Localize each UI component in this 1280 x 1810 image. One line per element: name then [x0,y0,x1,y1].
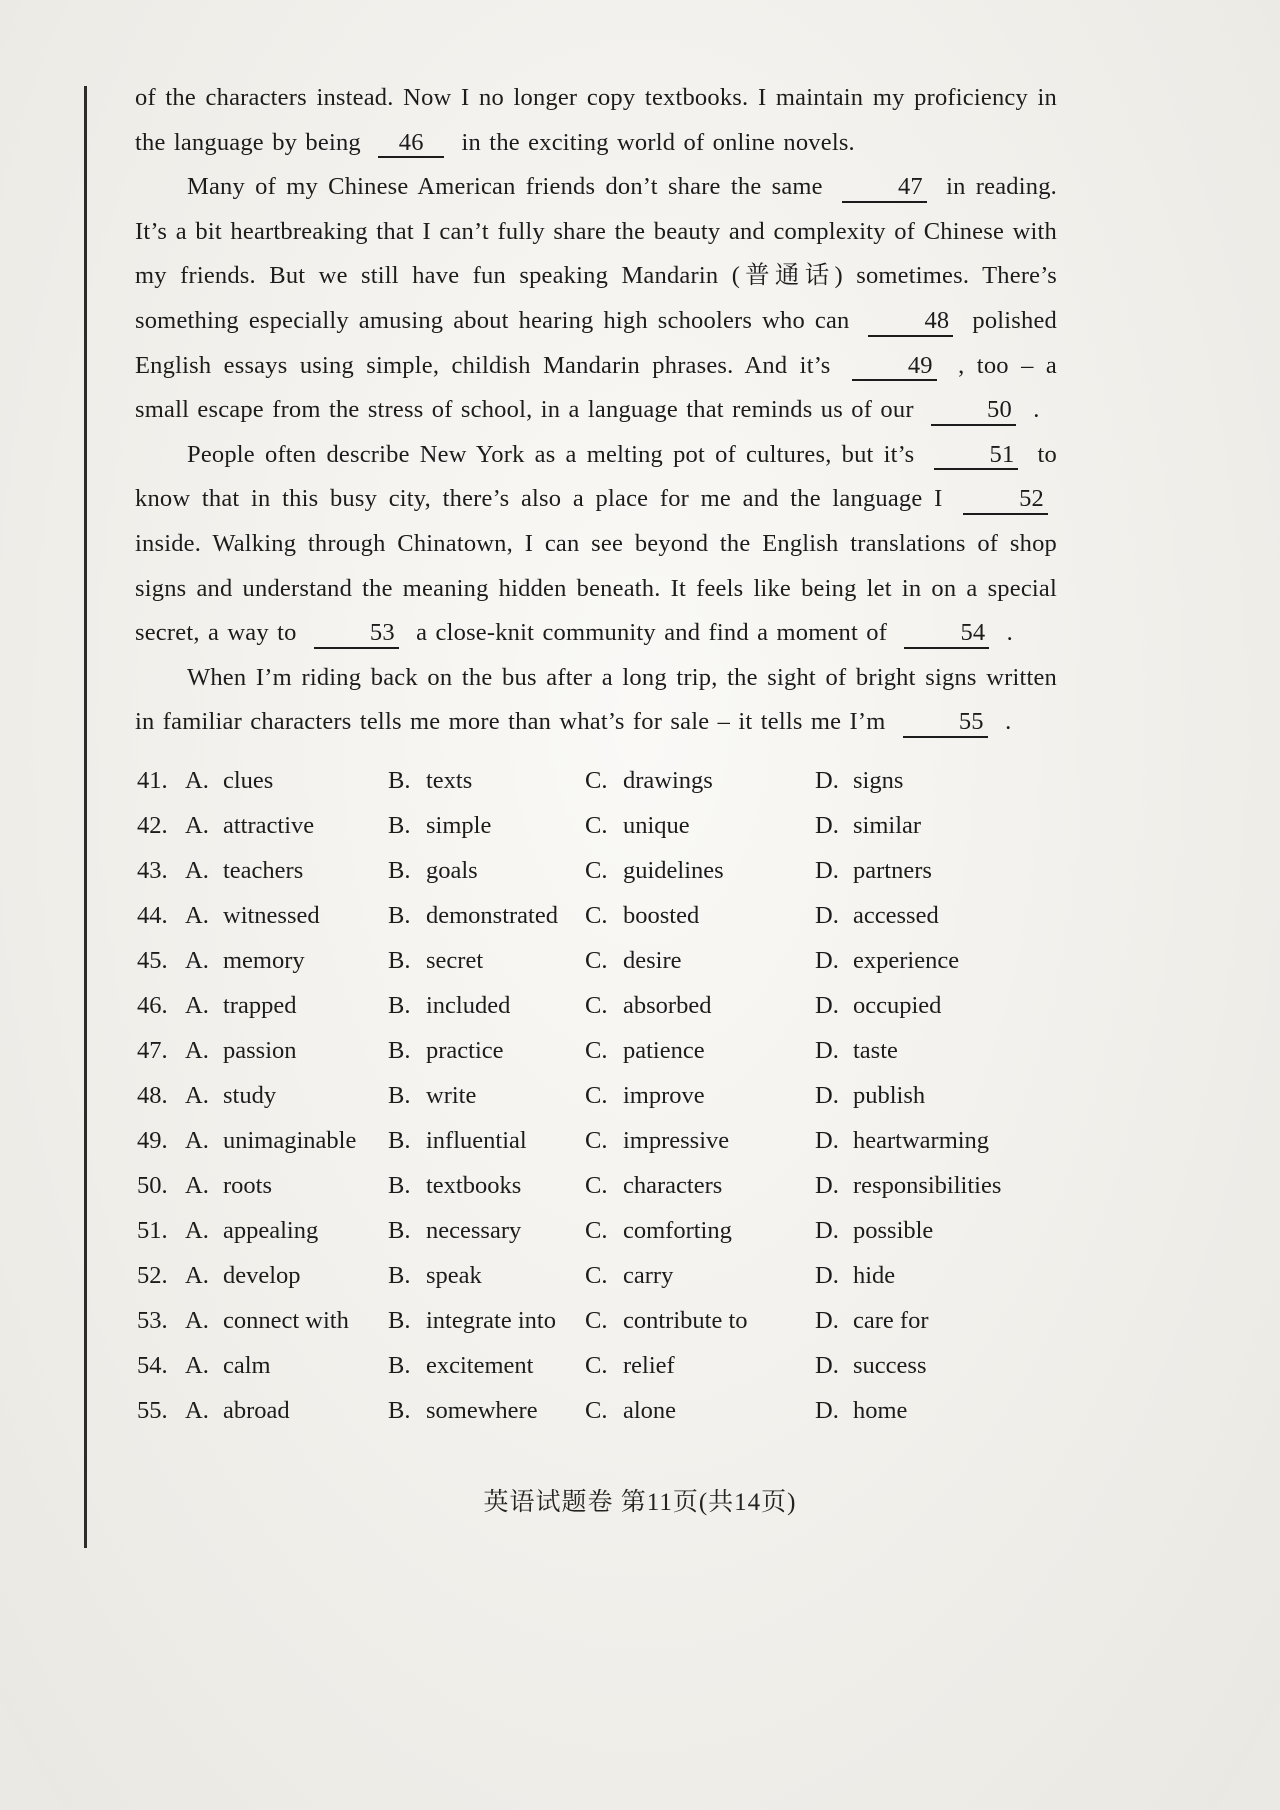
option-C [585,1037,815,1065]
option-text: influential [426,1127,527,1155]
option-D [815,992,1057,1020]
option-text: appealing [223,1217,319,1245]
option-text: guidelines [623,857,724,885]
passage-paragraph [135,165,1057,433]
option-D [815,767,1057,795]
option-text: write [426,1082,477,1110]
option-A [185,902,388,930]
option-text: unique [623,812,690,840]
option-letter: A. [185,812,209,840]
option-A [185,1037,388,1065]
option-C [585,1217,815,1245]
question-number: 44. [137,902,168,930]
option-text: demonstrated [426,902,558,930]
option-C [585,947,815,975]
question-row [135,1254,1057,1299]
option-A [185,1352,388,1380]
option-letter: D. [815,812,839,840]
option-letter: D. [815,1037,839,1065]
question-row [135,1164,1057,1209]
option-letter: C. [585,1172,608,1200]
question-row [135,939,1057,984]
passage-text: of the characters instead. Now I no longer copy textbooks. I maintain my proficiency in the language by being [135,84,1057,156]
option-letter: B. [388,902,411,930]
option-B [388,947,585,975]
option-letter: B. [388,1352,411,1380]
passage-text: People often describe New York as a melting pot of cultures, but it’s [187,440,925,468]
option-C [585,812,815,840]
option-letter: A. [185,767,209,795]
question-row [135,1389,1057,1434]
option-text: success [853,1352,927,1380]
option-text: roots [223,1172,272,1200]
page-content [135,76,1057,1434]
option-text: partners [853,857,932,885]
passage-text: . [998,619,1014,647]
option-letter: B. [388,1127,411,1155]
passage-text: in reading. It’s a bit heartbreaking that I can’t fully share the beauty and complexity of Chinese with my friends. But we still have fun speaking Mandarin (普通话) sometimes. There’s something especially amusing about hearing high schoolers who can [135,173,1057,334]
option-text: hide [853,1262,896,1290]
option-text: connect with [223,1307,349,1335]
question-row [135,1299,1057,1344]
option-B [388,1352,585,1380]
option-letter: D. [815,902,839,930]
option-B [388,992,585,1020]
option-C [585,857,815,885]
option-B [388,1307,585,1335]
option-text: teachers [223,857,304,885]
option-D [815,1082,1057,1110]
option-text: publish [853,1082,926,1110]
option-text: calm [223,1352,271,1380]
option-letter: A. [185,902,209,930]
option-letter: D. [815,857,839,885]
passage-text: Many of my Chinese American friends don’t share the same [187,173,833,201]
option-letter: B. [388,767,411,795]
option-letter: B. [388,1037,411,1065]
option-C [585,992,815,1020]
option-text: home [853,1397,908,1425]
question-number: 54. [137,1352,168,1380]
option-text: develop [223,1262,301,1290]
question-number: 50. [137,1172,168,1200]
option-text: integrate into [426,1307,556,1335]
option-letter: A. [185,1172,209,1200]
option-letter: B. [388,1217,411,1245]
option-text: alone [623,1397,677,1425]
option-text: experience [853,947,960,975]
option-A [185,1172,388,1200]
option-B [388,857,585,885]
option-B [388,1037,585,1065]
option-letter: B. [388,947,411,975]
option-text: study [223,1082,277,1110]
passage-text: inside. Walking through Chinatown, I can see beyond the English translations of shop signs and understand the meaning hidden beneath. It feels like being let in on a special secret, a way to [135,529,1057,647]
option-letter: D. [815,1307,839,1335]
option-letter: A. [185,1397,209,1425]
option-text: possible [853,1217,934,1245]
option-letter: A. [185,1307,209,1335]
option-letter: C. [585,1397,608,1425]
option-letter: A. [185,1127,209,1155]
option-text: similar [853,812,922,840]
option-A [185,992,388,1020]
passage-text: in the exciting world of online novels. [453,128,855,156]
option-letter: D. [815,992,839,1020]
option-letter: D. [815,1127,839,1155]
option-text: boosted [623,902,700,930]
passage-text: to know that in this busy city, there’s also a place for me and the language I [135,440,1057,513]
option-letter: B. [388,1307,411,1335]
passage-text: When I’m riding back on the bus after a long trip, the sight of bright signs written in familiar characters tells me more than what’s for sale – it tells me I’m [135,663,1057,736]
question-row [135,1209,1057,1254]
passage-text: polished English essays using simple, childish Mandarin phrases. And it’s [135,306,1057,379]
question-number: 49. [137,1127,168,1155]
option-B [388,1262,585,1290]
option-A [185,1127,388,1155]
option-A [185,1307,388,1335]
option-C [585,1172,815,1200]
option-text: improve [623,1082,705,1110]
option-letter: A. [185,947,209,975]
option-A [185,947,388,975]
option-letter: D. [815,1262,839,1290]
option-letter: C. [585,947,608,975]
option-letter: C. [585,1262,608,1290]
option-D [815,1127,1057,1155]
option-letter: B. [388,1082,411,1110]
option-text: care for [853,1307,929,1335]
question-row [135,1074,1057,1119]
question-number: 45. [137,947,168,975]
option-D [815,1262,1057,1290]
option-A [185,1397,388,1425]
option-C [585,1082,815,1110]
option-letter: A. [185,1262,209,1290]
option-text: excitement [426,1352,534,1380]
option-C [585,1262,815,1290]
option-A [185,1082,388,1110]
option-text: memory [223,947,305,975]
option-letter: A. [185,1217,209,1245]
passage-paragraph [135,656,1057,745]
option-D [815,1037,1057,1065]
option-letter: D. [815,947,839,975]
option-letter: B. [388,1397,411,1425]
question-number: 55. [137,1397,168,1425]
option-text: secret [426,947,484,975]
cloze-blank-49: 49 [852,353,937,382]
option-text: carry [623,1262,674,1290]
question-row [135,1344,1057,1389]
option-A [185,812,388,840]
option-D [815,947,1057,975]
question-number: 47. [137,1037,168,1065]
questions [135,759,1057,1434]
option-D [815,812,1057,840]
option-text: desire [623,947,682,975]
option-text: signs [853,767,904,795]
option-letter: A. [185,992,209,1020]
option-letter: C. [585,1082,608,1110]
option-D [815,1172,1057,1200]
option-text: unimaginable [223,1127,357,1155]
option-B [388,1172,585,1200]
option-C [585,1307,815,1335]
option-D [815,1397,1057,1425]
option-text: heartwarming [853,1127,990,1155]
option-text: speak [426,1262,482,1290]
option-text: responsibilities [853,1172,1002,1200]
passage [135,76,1057,745]
option-text: textbooks [426,1172,522,1200]
question-number: 53. [137,1307,168,1335]
cloze-blank-48: 48 [868,308,953,337]
question-row [135,894,1057,939]
option-letter: C. [585,857,608,885]
option-text: characters [623,1172,723,1200]
option-letter: A. [185,857,209,885]
option-C [585,1397,815,1425]
option-letter: C. [585,812,608,840]
cloze-blank-47: 47 [842,174,927,203]
option-text: attractive [223,812,315,840]
option-B [388,767,585,795]
option-B [388,902,585,930]
option-B [388,1397,585,1425]
cloze-blank-54: 54 [904,620,989,649]
option-D [815,1307,1057,1335]
option-letter: D. [815,1397,839,1425]
cloze-blank-50: 50 [931,397,1016,426]
question-number: 42. [137,812,168,840]
option-A [185,857,388,885]
option-B [388,1217,585,1245]
option-D [815,902,1057,930]
question-row [135,1119,1057,1164]
option-B [388,812,585,840]
option-D [815,1352,1057,1380]
option-text: somewhere [426,1397,538,1425]
option-text: simple [426,812,492,840]
option-letter: C. [585,767,608,795]
option-A [185,1217,388,1245]
page-footer: 英语试题卷 第11页(共14页) [483,1489,797,1516]
passage-paragraph [135,76,1057,165]
option-A [185,767,388,795]
option-B [388,1127,585,1155]
option-text: relief [623,1352,675,1380]
option-letter: B. [388,812,411,840]
question-row [135,849,1057,894]
option-D [815,857,1057,885]
question-number: 48. [137,1082,168,1110]
cloze-blank-53: 53 [314,620,399,649]
option-text: abroad [223,1397,290,1425]
question-row [135,984,1057,1029]
option-text: contribute to [623,1307,748,1335]
option-text: drawings [623,767,713,795]
option-letter: C. [585,992,608,1020]
passage-text: . [1024,396,1040,424]
option-letter: A. [185,1037,209,1065]
option-text: taste [853,1037,898,1065]
option-C [585,1127,815,1155]
passage-text: . [996,708,1012,736]
passage-text: , too – a small escape from the stress of school, in a language that reminds us of our [135,351,1057,424]
option-letter: C. [585,1127,608,1155]
question-row [135,1029,1057,1074]
option-text: comforting [623,1217,732,1245]
option-letter: B. [388,1172,411,1200]
option-letter: D. [815,767,839,795]
cloze-blank-55: 55 [903,709,988,738]
option-A [185,1262,388,1290]
option-letter: D. [815,1172,839,1200]
question-row [135,804,1057,849]
cloze-blank-52: 52 [963,486,1048,515]
option-text: goals [426,857,478,885]
option-text: included [426,992,511,1020]
option-text: trapped [223,992,297,1020]
option-text: occupied [853,992,942,1020]
option-text: impressive [623,1127,730,1155]
option-C [585,1352,815,1380]
option-text: witnessed [223,902,320,930]
question-number: 51. [137,1217,168,1245]
question-number: 46. [137,992,168,1020]
cloze-blank-46: 46 [378,130,444,159]
question-number: 41. [137,767,168,795]
option-letter: D. [815,1217,839,1245]
option-text: patience [623,1037,705,1065]
option-C [585,902,815,930]
option-letter: C. [585,1217,608,1245]
option-text: practice [426,1037,504,1065]
option-letter: B. [388,992,411,1020]
option-letter: C. [585,1352,608,1380]
cloze-blank-51: 51 [934,442,1019,471]
passage-text: a close-knit community and find a moment of [407,619,896,647]
option-text: accessed [853,902,939,930]
option-letter: D. [815,1082,839,1110]
option-letter: B. [388,857,411,885]
option-letter: C. [585,1037,608,1065]
option-text: passion [223,1037,297,1065]
option-text: texts [426,767,473,795]
option-letter: C. [585,902,608,930]
left-margin-rule [84,86,87,1548]
question-row [135,759,1057,804]
option-text: clues [223,767,274,795]
option-text: absorbed [623,992,712,1020]
option-letter: D. [815,1352,839,1380]
question-number: 43. [137,857,168,885]
question-number: 52. [137,1262,168,1290]
option-B [388,1082,585,1110]
option-D [815,1217,1057,1245]
option-text: necessary [426,1217,522,1245]
option-letter: B. [388,1262,411,1290]
passage-paragraph [135,433,1057,656]
option-letter: A. [185,1082,209,1110]
option-letter: A. [185,1352,209,1380]
option-C [585,767,815,795]
option-letter: C. [585,1307,608,1335]
